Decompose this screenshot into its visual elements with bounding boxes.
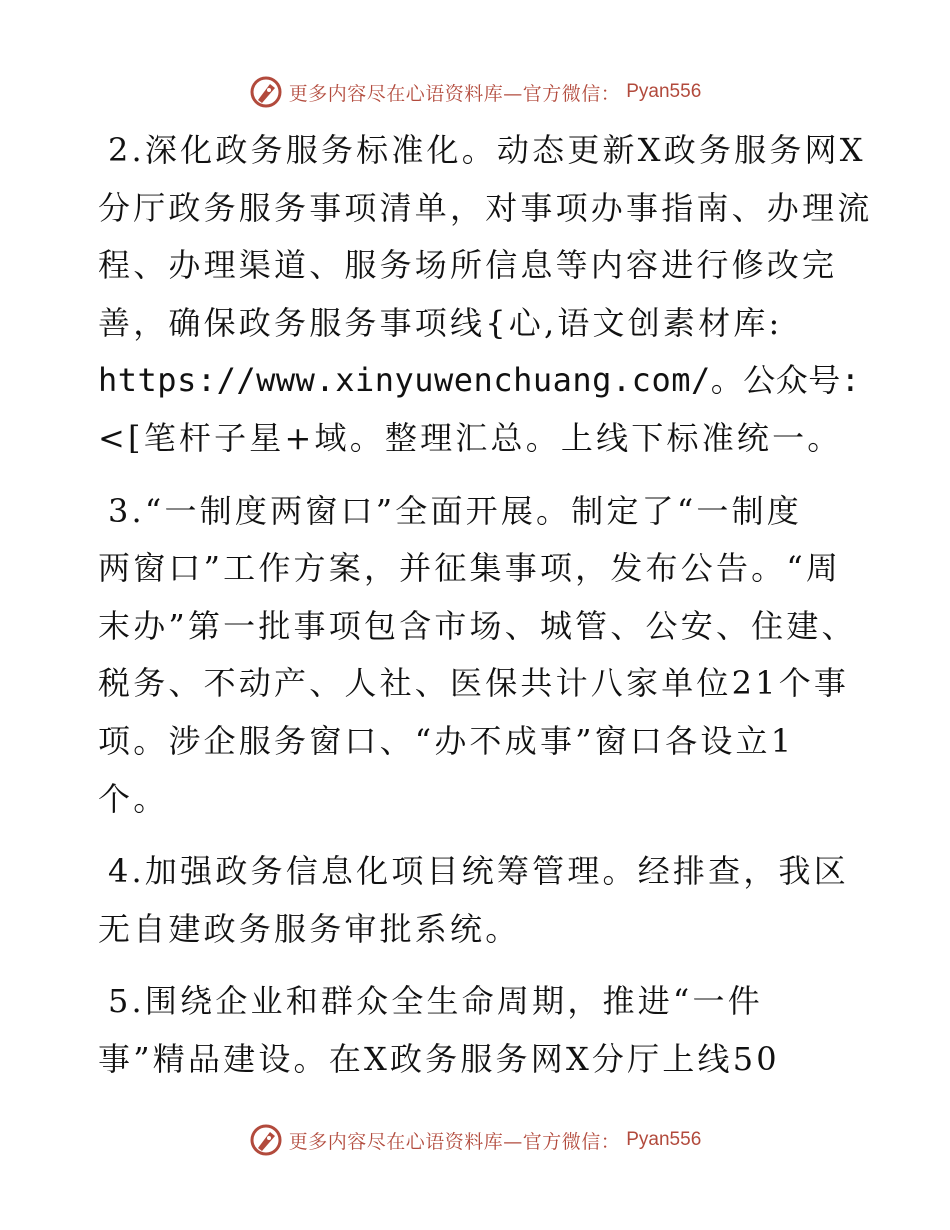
- text-line-url: https://www.xinyuwenchuang.com/。公众号:: [98, 361, 861, 400]
- text-line: 两窗口”工作方案，并征集事项，发布公告。“周: [98, 549, 842, 588]
- text-line: 税务、不动产、人社、医保共计八家单位21个事: [98, 664, 850, 703]
- banner-text: 更多内容尽在心语资料库—官方微信：: [288, 82, 621, 105]
- text-line: 2.深化政务服务标准化。动态更新X政务服务网X: [108, 131, 866, 169]
- document-body: [98, 122, 873, 1104]
- banner-wechat-id: Pyan556: [626, 1129, 702, 1150]
- text-line: 分厅政务服务事项清单，对事项办事指南、办理流: [98, 188, 873, 227]
- text-line: 5.围绕企业和群众全生命周期，推进“一件: [108, 982, 763, 1021]
- text-line: 3.“一制度两窗口”全面开展。制定了“一制度: [108, 491, 803, 530]
- text-line: 无自建政务服务审批系统。: [98, 909, 521, 948]
- text-line: 程、办理渠道、服务场所信息等内容进行修改完: [98, 246, 838, 285]
- paragraph-item-2: [98, 122, 873, 468]
- footer-watermark-banner: [0, 1118, 950, 1162]
- text-line: 4.加强政务信息化项目统筹管理。经排查，我区: [108, 852, 849, 891]
- text-line: 善，确保政务服务事项线{心,语文创素材库:: [98, 303, 783, 342]
- paragraph-item-3: [98, 483, 858, 829]
- text-line: 个。: [98, 779, 169, 818]
- pen-nib-circle-icon: [249, 75, 283, 109]
- banner-wechat-id: Pyan556: [626, 81, 702, 102]
- paragraph-item-4: [98, 843, 858, 958]
- header-watermark-banner: [0, 70, 950, 114]
- pen-nib-circle-icon: [249, 1123, 283, 1157]
- text-line: 项。涉企服务窗口、“办不成事”窗口各设立1: [98, 721, 795, 760]
- text-line: 末办”第一批事项包含市场、城管、公安、住建、: [98, 606, 857, 645]
- banner-text: 更多内容尽在心语资料库—官方微信：: [288, 1130, 621, 1153]
- text-line: <[笔杆子星+域。整理汇总。上线下标准统一。: [98, 418, 843, 457]
- paragraph-item-5: [98, 973, 858, 1088]
- text-line: 事”精品建设。在X政务服务网X分厅上线50: [98, 1039, 780, 1078]
